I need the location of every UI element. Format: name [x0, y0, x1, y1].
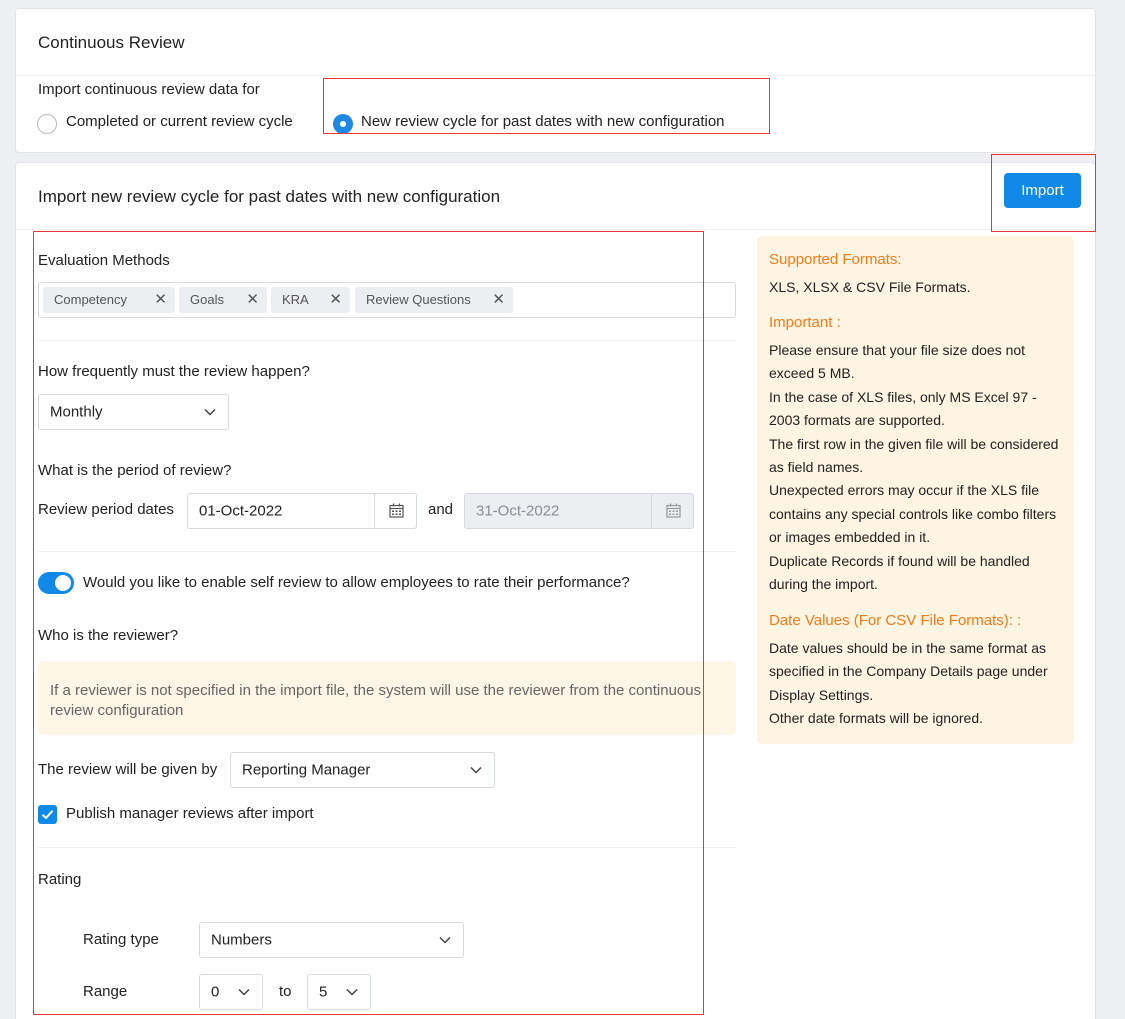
- start-date-value: 01-Oct-2022: [199, 502, 283, 520]
- remove-tag-icon[interactable]: ✕: [329, 291, 342, 308]
- important-item: The first row in the given file will be considered as field names.: [769, 435, 1059, 476]
- end-date-field: [464, 493, 694, 529]
- chevron-down-icon: [238, 988, 250, 996]
- range-from-select[interactable]: [199, 974, 263, 1010]
- range-to-select[interactable]: [307, 974, 371, 1010]
- divider: [38, 847, 736, 848]
- date-values-item: Date values should be in the same format as specified in the Company Details page under Display Settings.: [769, 640, 1048, 703]
- chevron-down-icon: [470, 766, 482, 774]
- evaluation-methods-label: Evaluation Methods: [38, 252, 170, 269]
- tag-label: Goals: [190, 292, 224, 307]
- date-values-item: Other date formats will be ignored.: [769, 710, 983, 727]
- important-list: [769, 339, 1059, 596]
- divider: [38, 340, 736, 341]
- import-info-panel: [757, 236, 1074, 744]
- range-label: Range: [83, 983, 128, 1000]
- rating-type-select[interactable]: [199, 922, 464, 958]
- self-review-toggle[interactable]: [38, 572, 74, 594]
- important-item: Duplicate Records if found will be handled during the import.: [769, 552, 1030, 593]
- important-item: Unexpected errors may occur if the XLS file contains any special controls like combo filters or images embedded in it.: [769, 482, 1057, 546]
- important-item: Please ensure that your file size does not exceed 5 MB.: [769, 342, 1026, 382]
- radio-completed-cycle-label[interactable]: Completed or current review cycle: [66, 113, 293, 130]
- date-values-heading: Date Values (For CSV File Formats): :: [769, 612, 1022, 629]
- import-new-cycle-card: [15, 162, 1096, 1019]
- tag-review-questions: [355, 287, 513, 313]
- publish-reviews-checkbox[interactable]: [38, 805, 57, 824]
- self-review-label: Would you like to enable self review to allow employees to rate their performance?: [83, 574, 630, 591]
- period-label: What is the period of review?: [38, 462, 232, 479]
- reviewer-note: If a reviewer is not specified in the import file, the system will use the reviewer from the continuous review configuration: [38, 661, 736, 735]
- evaluation-methods-input[interactable]: [38, 282, 736, 318]
- reviewer-value: Reporting Manager: [242, 761, 371, 779]
- rating-type-label: Rating type: [83, 931, 159, 948]
- rating-label: Rating: [38, 871, 82, 888]
- import-button[interactable]: Import: [1004, 173, 1081, 208]
- range-to-label: to: [279, 983, 292, 1000]
- range-from-value: 0: [211, 983, 220, 1001]
- review-period-dates-label: Review period dates: [38, 501, 174, 518]
- import-section-title: Import new review cycle for past dates with new configuration: [38, 187, 501, 206]
- radio-new-cycle-label[interactable]: New review cycle for past dates with new configuration: [361, 113, 725, 130]
- end-date-value: 31-Oct-2022: [476, 502, 560, 520]
- calendar-button[interactable]: [374, 494, 416, 528]
- remove-tag-icon[interactable]: ✕: [492, 291, 505, 308]
- tag-competency: [43, 287, 175, 313]
- divider: [16, 75, 1095, 76]
- tag-label: KRA: [282, 292, 309, 307]
- calendar-button: [651, 494, 693, 528]
- tag-kra: [271, 287, 350, 313]
- range-to-value: 5: [319, 983, 328, 1001]
- checkmark-icon: [38, 805, 57, 824]
- tag-goals: [179, 287, 267, 313]
- calendar-icon: [389, 503, 404, 518]
- rating-type-value: Numbers: [211, 931, 272, 949]
- start-date-field[interactable]: [187, 493, 417, 529]
- review-given-by-label: The review will be given by: [38, 761, 218, 778]
- continuous-review-title: Continuous Review: [38, 33, 185, 52]
- calendar-icon: [666, 503, 681, 518]
- continuous-review-card: [15, 8, 1096, 153]
- date-values-list: [769, 637, 1059, 731]
- tag-label: Competency: [54, 292, 127, 307]
- radio-new-cycle[interactable]: [333, 114, 353, 134]
- chevron-down-icon: [439, 936, 451, 944]
- supported-formats-heading: Supported Formats:: [769, 251, 902, 268]
- and-label: and: [428, 501, 454, 518]
- radio-completed-cycle[interactable]: [37, 114, 57, 134]
- reviewer-label: Who is the reviewer?: [38, 627, 179, 644]
- remove-tag-icon[interactable]: ✕: [154, 291, 167, 308]
- publish-reviews-label[interactable]: Publish manager reviews after import: [66, 805, 314, 822]
- reviewer-select[interactable]: [230, 752, 495, 788]
- frequency-select[interactable]: [38, 394, 229, 430]
- chevron-down-icon: [204, 408, 216, 416]
- divider: [38, 551, 736, 552]
- import-for-label: Import continuous review data for: [38, 81, 260, 98]
- frequency-value: Monthly: [50, 403, 103, 421]
- remove-tag-icon[interactable]: ✕: [246, 291, 259, 308]
- important-heading: Important :: [769, 314, 841, 331]
- chevron-down-icon: [346, 988, 358, 996]
- important-item: In the case of XLS files, only MS Excel 97 - 2003 formats are supported.: [769, 388, 1037, 429]
- supported-formats-text: XLS, XLSX & CSV File Formats.: [769, 279, 971, 295]
- frequency-label: How frequently must the review happen?: [38, 363, 310, 380]
- divider: [16, 229, 1095, 230]
- tag-label: Review Questions: [366, 292, 471, 307]
